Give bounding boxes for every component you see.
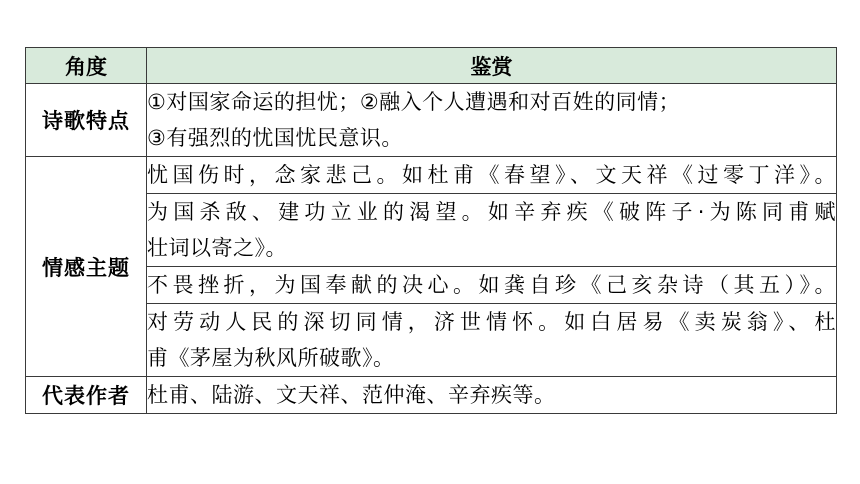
cell-theme-2 (147, 194, 837, 267)
text-line: ①对国家命运的担忧；②融入个人遭遇和对百姓的同情； (147, 90, 681, 114)
row-label-emotional-themes: 情感主题 (26, 157, 147, 377)
text-line: 忧国伤时，念家悲己。如杜甫《春望》、文天祥《过零丁洋》。 (147, 163, 836, 187)
text-line: 不畏挫折，为国奉献的决心。如龚自珍《己亥杂诗（其五）》。 (147, 273, 836, 297)
row-label-representative-authors: 代表作者 (26, 377, 147, 414)
row-label-poem-features: 诗歌特点 (26, 84, 147, 157)
header-angle: 角度 (26, 48, 147, 84)
header-appreciation: 鉴赏 (147, 48, 837, 84)
appreciation-table (25, 47, 837, 414)
cell-theme-4 (147, 304, 837, 377)
table-row (26, 304, 837, 377)
table-header-row (26, 48, 837, 84)
cell-theme-3 (147, 267, 837, 304)
table-row (26, 267, 837, 304)
text-line: 对劳动人民的深切同情，济世情怀。如白居易《卖炭翁》、杜 (147, 310, 836, 334)
text-line: 壮词以寄之》。 (147, 236, 287, 260)
text-line: 为国杀敌、建功立业的渴望。如辛弃疾《破阵子·为陈同甫赋 (147, 200, 836, 224)
table-row (26, 157, 837, 194)
text-line: 甫《茅屋为秋风所破歌》。 (147, 346, 395, 370)
cell-authors (147, 377, 837, 414)
table-row (26, 194, 837, 267)
table-row (26, 84, 837, 157)
cell-theme-1 (147, 157, 837, 194)
cell-poem-features (147, 84, 837, 157)
text-line: ③有强烈的忧国忧民意识。 (147, 126, 403, 150)
table-row (26, 377, 837, 414)
text-line: 杜甫、陆游、文天祥、范仲淹、辛弃疾等。 (147, 383, 556, 407)
